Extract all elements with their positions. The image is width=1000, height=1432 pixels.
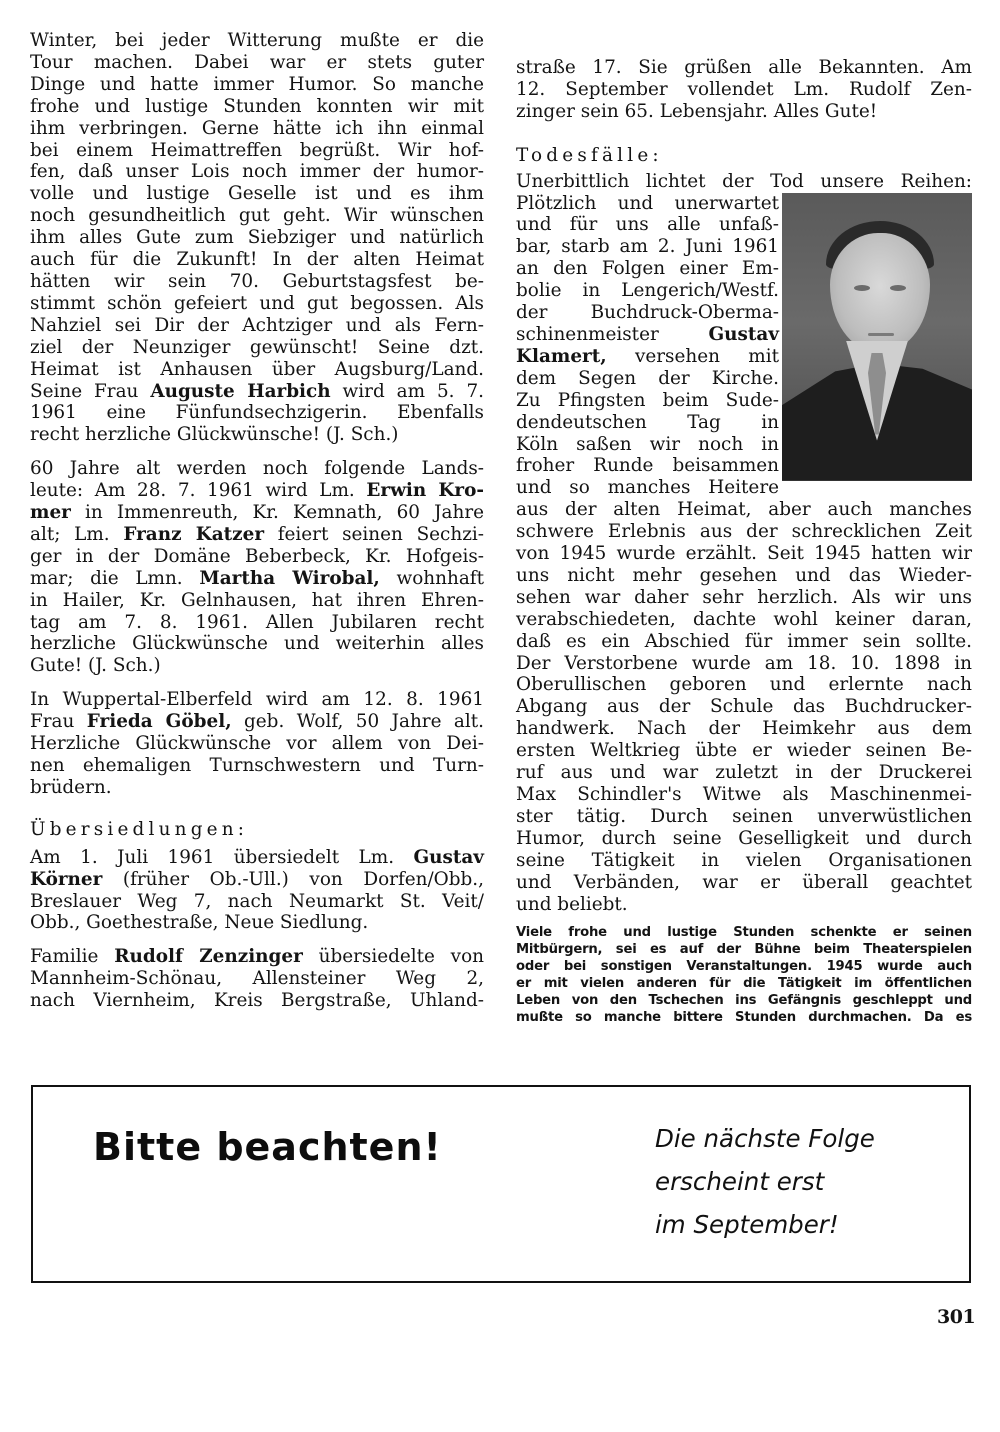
text-line: ihm verbringen. Gerne hätte ich ihn einmal [30, 117, 484, 139]
birthday-paragraph-lois [30, 30, 484, 446]
text-line: ersten Weltkrieg übte er wieder seinen Be- [516, 740, 972, 762]
text-line: In Wuppertal-Elberfeld wird am 12. 8. 1961 [30, 689, 484, 711]
photo-mouth [868, 333, 894, 336]
text-fragment: übersiedelte von [302, 946, 484, 968]
text-line: Winter, bei jeder Witterung mußte er die [30, 30, 484, 51]
person-name: Martha Wirobal, [199, 567, 380, 589]
text-fragment: schinenmeister [516, 323, 709, 345]
text-line: dendeutschen Tag in [516, 411, 779, 433]
text-line: und beliebt. [516, 893, 628, 915]
text-line: Mitbürgern, sei es auf der Bühne beim Theaterspielen [516, 942, 972, 958]
notice-line: erscheint erst [655, 1167, 825, 1196]
relocation-paragraph-continued [516, 57, 972, 123]
text-line: nen ehemaligen Turnschwestern und Turn- [30, 755, 484, 776]
text-line: Mannheim-Schönau, Allensteiner Weg 2, [30, 968, 484, 990]
text-line: Max Schindler's Witwe als Maschinenmei- [516, 784, 972, 805]
text-line [30, 381, 484, 403]
text-line: bei einem Heimattreffen begrüßt. Wir hof- [30, 139, 484, 161]
left-column [30, 30, 484, 1012]
text-line: mußte so manche bittere Stunden durchmachen. Da es [516, 1009, 972, 1025]
text-line: verabschiedeten, dachte wohl keiner daran, [516, 608, 972, 630]
text-fragment: versehen mit [606, 345, 779, 367]
birthday-paragraph-goebel [30, 689, 484, 799]
text-line: in Hailer, Kr. Gelnhausen, hat ihren Ehren- [30, 589, 484, 611]
person-name: Körner [30, 868, 103, 890]
paragraph-gap [516, 915, 972, 925]
text-line: uns nicht mehr gesehen und das Wieder- [516, 564, 972, 586]
text-line: 12. September vollendet Lm. Rudolf Zen- [516, 78, 972, 100]
text-line: Viele frohe und lustige Stunden schenkte er seinen [516, 925, 972, 941]
text-fragment: in Immenreuth, Kr. Kemnath, 60 Jahre [70, 502, 484, 524]
text-line: Nahziel sei Dir der Achtziger und als Fern- [30, 314, 484, 336]
text-line [30, 480, 484, 502]
section-heading-uebersiedlungen: Übersiedlungen: [30, 818, 249, 840]
notice-line: im September! [655, 1210, 839, 1239]
text-line: ster tätig. Durch seinen unverwüstlichen [516, 805, 972, 827]
page-number: 301 [937, 1306, 976, 1328]
text-fragment: wohnhaft [379, 567, 484, 589]
text-line: sehen war daher sehr herzlich. Als wir uns [516, 586, 972, 608]
text-line: an den Folgen einer Em- [516, 258, 779, 280]
person-name: Klamert, [516, 345, 607, 367]
text-line [30, 869, 484, 891]
text-line [30, 568, 484, 590]
text-fragment: leute: Am 28. 7. 1961 wird Lm. [30, 480, 367, 502]
text-line: ihm alles Gute zum Siebziger und natürlich [30, 227, 484, 249]
notice-title: Bitte beachten! [93, 1125, 442, 1169]
paragraph-gap [30, 677, 484, 689]
notice-line: Die nächste Folge [655, 1124, 875, 1153]
text-line: daß es ein Abschied für immer sein sollte. [516, 630, 972, 652]
text-line: tag am 7. 8. 1961. Allen Jubilaren recht [30, 611, 484, 633]
text-fragment: Seine Frau [30, 380, 151, 402]
person-name: Erwin Kro- [366, 480, 484, 502]
text-line: Breslauer Weg 7, nach Neumarkt St. Veit/ [30, 890, 484, 912]
person-name: Gustav [413, 846, 484, 868]
paragraph-gap [30, 799, 484, 819]
text-fragment: feiert seinen Sechzi- [264, 523, 484, 545]
text-line: aus der alten Heimat, aber auch manches [516, 499, 972, 521]
paragraph-gap [30, 446, 484, 458]
text-fragment: geb. Wolf, 50 Jahre alt. [231, 711, 484, 733]
notice-box [31, 1085, 971, 1283]
text-line [30, 946, 484, 968]
person-name: Auguste Harbich [150, 380, 331, 402]
text-fragment: mar; die Lmn. [30, 567, 200, 589]
text-line: Herzliche Glückwünsche vor allem von Dei- [30, 733, 484, 755]
photo-eye [854, 285, 870, 291]
text-line: handwerk. Nach der Heimkehr aus dem [516, 718, 972, 740]
person-name: Gustav [708, 323, 779, 345]
text-line: ger in der Domäne Beberbeck, Kr. Hofgeis- [30, 545, 484, 567]
text-line: Humor, durch seine Geselligkeit und durch [516, 827, 972, 849]
text-line: und Verbänden, war er überall geachtet [516, 871, 972, 893]
text-line: Gute! (J. Sch.) [30, 655, 161, 677]
text-line: 1961 eine Fünfundsechzigerin. Ebenfalls [30, 402, 484, 424]
text-line [30, 502, 484, 524]
text-line: recht herzliche Glückwünsche! (J. Sch.) [30, 424, 399, 446]
person-name: Rudolf Zenzinger [114, 946, 303, 968]
text-line: volle und lustige Geselle ist und es ihm [30, 183, 484, 205]
text-line: der Buchdruck-Oberma- [516, 302, 779, 324]
portrait-photo [782, 193, 972, 481]
text-fragment: Frau [30, 711, 87, 733]
person-name: Frieda Göbel, [86, 711, 232, 733]
text-line: 60 Jahre alt werden noch folgende Lands- [30, 458, 484, 480]
text-line: oder bei sonstigen Veranstaltungen. 1945 wurde auch [516, 959, 972, 975]
text-line: Dinge und hatte immer Humor. So manche [30, 73, 484, 95]
text-line: ruf aus und war zuletzt in der Druckerei [516, 762, 972, 784]
text-line: nach Viernheim, Kreis Bergstraße, Uhland- [30, 990, 484, 1012]
text-line: schwere Erlebnis aus der schrecklichen Zeit [516, 521, 972, 543]
text-line: er mit vielen anderen für die Tätigkeit im öffentlichen [516, 976, 972, 992]
text-line: seine Tätigkeit in vielen Organisationen [516, 849, 972, 871]
person-name: Franz Katzer [123, 523, 265, 545]
text-fragment: (früher Ob.-Ull.) von Dorfen/Obb., [102, 868, 484, 890]
text-line: stimmt schön gefeiert und gut begossen. Als [30, 292, 484, 314]
text-line: noch gesundheitlich gut geht. Wir wünschen [30, 205, 484, 227]
text-line [516, 324, 779, 346]
text-line [30, 524, 484, 546]
text-line: bar, starb am 2. Juni 1961 [516, 236, 779, 258]
text-line: Tour machen. Dabei war er stets guter [30, 51, 484, 73]
text-line: und so manches Heitere [516, 477, 779, 499]
text-line: bolie in Lengerich/Westf. [516, 280, 779, 302]
text-line: Der Verstorbene wurde am 18. 10. 1898 in [516, 652, 972, 674]
paragraph-gap [516, 123, 972, 145]
notice-body [655, 1117, 875, 1246]
section-heading-todesfaelle: Todesfälle: [516, 144, 663, 166]
text-line: Leben von den Tschechen ins Gefängnis geschleppt und [516, 993, 972, 1009]
text-line: und für uns alle unfaß- [516, 214, 779, 236]
relocation-paragraph-zenzinger [30, 946, 484, 1012]
text-line: Köln saßen wir noch in [516, 433, 779, 455]
photo-eye [890, 285, 906, 291]
text-line: auch für die Zukunft! In der alten Heimat [30, 249, 484, 271]
text-line: straße 17. Sie grüßen alle Bekannten. Am [516, 57, 972, 78]
text-fragment: Familie [30, 946, 115, 968]
text-line [30, 711, 484, 733]
relocation-paragraph-koerner [30, 847, 484, 935]
text-line: Zu Pfingsten beim Sude- [516, 389, 779, 411]
text-line: von 1945 wurde erzählt. Seit 1945 hatten wir [516, 543, 972, 565]
text-line: froher Runde beisammen [516, 455, 779, 477]
text-fragment: alt; Lm. [30, 523, 124, 545]
text-line: Heimat ist Anhausen über Augsburg/Land. [30, 358, 484, 380]
text-line: dem Segen der Kirche. [516, 367, 779, 389]
person-name: mer [30, 502, 71, 524]
paragraph-gap [30, 934, 484, 946]
text-line: Plötzlich und unerwartet [516, 192, 779, 214]
obituary-text-beside-photo [516, 193, 779, 500]
text-line: Abgang aus der Schule das Buchdrucker- [516, 696, 972, 718]
text-line: hätten wir sein 70. Geburtstagsfest be- [30, 270, 484, 292]
obituary-intro [516, 171, 972, 193]
birthday-paragraph-sixty [30, 458, 484, 677]
text-fragment: Am 1. Juli 1961 übersiedelt Lm. [30, 846, 414, 868]
text-line: brüdern. [30, 776, 112, 798]
text-line: frohe und lustige Stunden konnten wir mit [30, 95, 484, 117]
text-line: Obb., Goethestraße, Neue Siedlung. [30, 912, 369, 934]
text-fragment: wird am 5. 7. [330, 380, 484, 402]
obituary-with-photo [516, 193, 972, 500]
text-line: zinger sein 65. Lebensjahr. Alles Gute! [516, 100, 878, 122]
right-column [516, 57, 972, 1027]
text-line: herzliche Glückwünsche und weiterhin alles [30, 633, 484, 655]
text-line [516, 346, 779, 368]
text-line [30, 847, 484, 869]
text-line: Oberullischen geboren und erlernte nach [516, 674, 972, 696]
obituary-small-print [516, 925, 972, 1026]
text-line: Unerbittlich lichtet der Tod unsere Reihen: [516, 170, 972, 192]
obituary-continued [516, 499, 972, 915]
text-line: fen, daß unser Lois noch immer der humor- [30, 161, 484, 183]
text-line: ziel der Neunziger gewünscht! Seine dzt. [30, 336, 484, 358]
